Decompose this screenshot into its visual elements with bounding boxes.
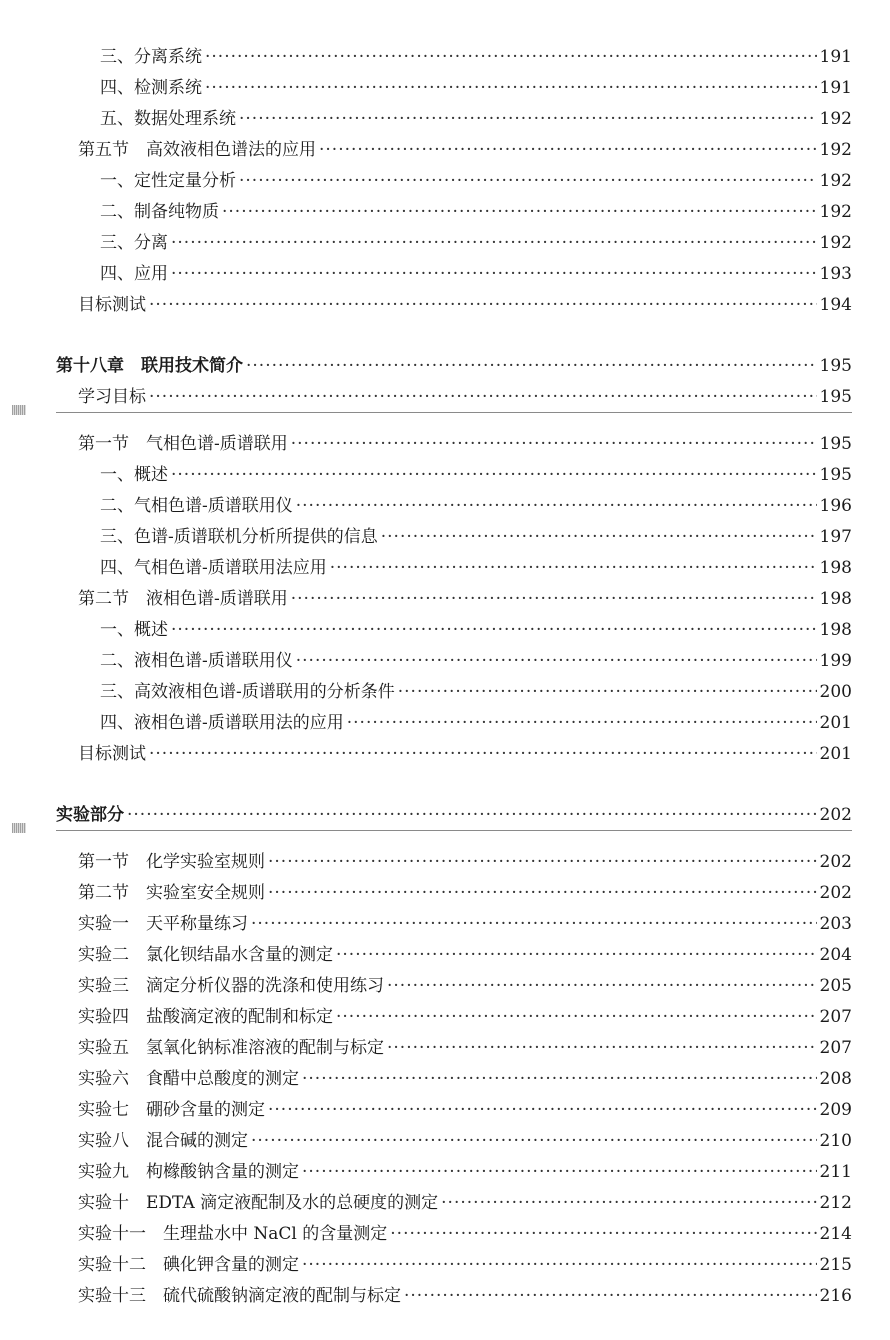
page-number: 207 — [819, 1038, 852, 1058]
toc-label: 学习目标 — [78, 387, 146, 407]
toc-entry[interactable] — [78, 1223, 852, 1245]
toc-entry[interactable] — [78, 386, 852, 408]
dot-leader — [398, 681, 817, 703]
toc-label: 一、概述 — [100, 465, 168, 485]
toc-entry[interactable] — [100, 712, 852, 734]
page-number: 192 — [819, 140, 852, 160]
scan-marker — [12, 823, 26, 833]
dot-leader — [404, 1285, 817, 1307]
toc-label: 第五节 高效液相色谱法的应用 — [78, 140, 316, 160]
page-number: 201 — [819, 713, 852, 733]
page-number: 192 — [819, 109, 852, 129]
toc-label: 五、数据处理系统 — [100, 109, 236, 129]
dot-leader — [268, 882, 817, 904]
toc-entry[interactable] — [78, 1006, 852, 1028]
toc-entry[interactable] — [78, 1161, 852, 1183]
toc-section[interactable] — [78, 139, 852, 161]
toc-section[interactable] — [78, 433, 852, 455]
dot-leader — [171, 263, 817, 285]
dot-leader — [127, 804, 817, 826]
dot-leader — [171, 619, 817, 641]
toc-label: 实验九 枸橼酸钠含量的测定 — [78, 1162, 299, 1182]
page-number: 192 — [819, 233, 852, 253]
toc-label: 三、高效液相色谱-质谱联用的分析条件 — [100, 682, 395, 702]
toc-entry[interactable] — [100, 619, 852, 641]
toc-entry[interactable] — [78, 1192, 852, 1214]
toc-entry[interactable] — [100, 46, 852, 68]
dot-leader — [302, 1254, 817, 1276]
page-number: 195 — [819, 387, 852, 407]
toc-entry[interactable] — [78, 1254, 852, 1276]
dot-leader — [205, 46, 817, 68]
toc-entry[interactable] — [78, 851, 852, 873]
scan-marker — [12, 405, 26, 415]
page-number: 196 — [819, 496, 852, 516]
dot-leader — [302, 1161, 817, 1183]
toc-label: 二、气相色谱-质谱联用仪 — [100, 496, 293, 516]
toc-label: 第十八章 联用技术简介 — [56, 356, 243, 376]
toc-entry[interactable] — [78, 944, 852, 966]
toc-entry[interactable] — [78, 913, 852, 935]
page-number: 192 — [819, 202, 852, 222]
dot-leader — [296, 650, 817, 672]
page-number: 212 — [819, 1193, 852, 1213]
dot-leader — [302, 1068, 817, 1090]
toc-label: 四、检测系统 — [100, 78, 202, 98]
toc-label: 实验十二 碘化钾含量的测定 — [78, 1255, 299, 1275]
dot-leader — [251, 913, 817, 935]
toc-label: 实验十一 生理盐水中 NaCl 的含量测定 — [78, 1224, 388, 1244]
toc-label: 二、液相色谱-质谱联用仪 — [100, 651, 293, 671]
toc-label: 三、分离系统 — [100, 47, 202, 67]
toc-chapter[interactable] — [56, 355, 852, 377]
dot-leader — [319, 139, 817, 161]
page-number: 191 — [819, 78, 852, 98]
toc-label: 实验三 滴定分析仪器的洗涤和使用练习 — [78, 976, 384, 996]
toc-entry[interactable] — [100, 232, 852, 254]
page-number: 211 — [819, 1162, 852, 1182]
dot-leader — [387, 1037, 817, 1059]
page-number: 194 — [819, 295, 852, 315]
page-number: 191 — [819, 47, 852, 67]
page-number: 208 — [819, 1069, 852, 1089]
page-number: 203 — [819, 914, 852, 934]
toc-label: 一、概述 — [100, 620, 168, 640]
toc-entry[interactable] — [100, 526, 852, 548]
toc-entry[interactable] — [100, 495, 852, 517]
toc-entry[interactable] — [78, 1285, 852, 1307]
page-number: 195 — [819, 356, 852, 376]
page-number: 202 — [819, 805, 852, 825]
toc-label: 实验十三 硫代硫酸钠滴定液的配制与标定 — [78, 1286, 401, 1306]
toc-label: 一、定性定量分析 — [100, 171, 236, 191]
page-number: 209 — [819, 1100, 852, 1120]
page-number: 215 — [819, 1255, 852, 1275]
dot-leader — [381, 526, 817, 548]
page-number: 210 — [819, 1131, 852, 1151]
toc-label: 实验七 硼砂含量的测定 — [78, 1100, 265, 1120]
page-number: 198 — [819, 589, 852, 609]
dot-leader — [251, 1130, 817, 1152]
toc-label: 实验部分 — [56, 805, 124, 825]
toc-label: 第二节 液相色谱-质谱联用 — [78, 589, 288, 609]
dot-leader — [330, 557, 817, 579]
toc-label: 第一节 化学实验室规则 — [78, 852, 265, 872]
dot-leader — [441, 1192, 816, 1214]
toc-label: 四、应用 — [100, 264, 168, 284]
toc-label: 三、色谱-质谱联机分析所提供的信息 — [100, 527, 378, 547]
page-number: 205 — [819, 976, 852, 996]
toc-label: 二、制备纯物质 — [100, 202, 219, 222]
toc-entry[interactable] — [100, 650, 852, 672]
page-number: 201 — [819, 744, 852, 764]
page-number: 198 — [819, 558, 852, 578]
toc-entry[interactable] — [78, 1068, 852, 1090]
toc-entry[interactable] — [100, 263, 852, 285]
dot-leader — [268, 851, 817, 873]
dot-leader — [239, 108, 817, 130]
toc-label: 三、分离 — [100, 233, 168, 253]
toc-entry[interactable] — [100, 681, 852, 703]
dot-leader — [296, 495, 817, 517]
toc-entry[interactable] — [100, 170, 852, 192]
toc-entry[interactable] — [78, 294, 852, 316]
toc-entry[interactable] — [78, 975, 852, 997]
page-number: 198 — [819, 620, 852, 640]
toc-label: 四、液相色谱-质谱联用法的应用 — [100, 713, 344, 733]
divider — [56, 412, 852, 413]
dot-leader — [171, 232, 817, 254]
dot-leader — [149, 743, 817, 765]
toc-label: 第二节 实验室安全规则 — [78, 883, 265, 903]
dot-leader — [268, 1099, 817, 1121]
toc-label: 实验六 食醋中总酸度的测定 — [78, 1069, 299, 1089]
toc-entry[interactable] — [78, 743, 852, 765]
dot-leader — [347, 712, 817, 734]
toc-label: 实验四 盐酸滴定液的配制和标定 — [78, 1007, 333, 1027]
dot-leader — [387, 975, 817, 997]
toc-label: 实验五 氢氧化钠标准溶液的配制与标定 — [78, 1038, 384, 1058]
toc-label: 实验八 混合碱的测定 — [78, 1131, 248, 1151]
toc-entry[interactable] — [78, 1130, 852, 1152]
toc-label: 实验十 EDTA 滴定液配制及水的总硬度的测定 — [78, 1193, 439, 1213]
dot-leader — [291, 433, 817, 455]
toc-label: 目标测试 — [78, 744, 146, 764]
toc-entry[interactable] — [100, 108, 852, 130]
toc-section[interactable] — [78, 588, 852, 610]
dot-leader — [390, 1223, 816, 1245]
dot-leader — [205, 77, 817, 99]
toc-label: 实验一 天平称量练习 — [78, 914, 248, 934]
dot-leader — [246, 355, 817, 377]
page-number: 202 — [819, 883, 852, 903]
page-number: 195 — [819, 434, 852, 454]
page-number: 197 — [819, 527, 852, 547]
toc-entry[interactable] — [100, 557, 852, 579]
toc-entry[interactable] — [100, 464, 852, 486]
page-number: 200 — [819, 682, 852, 702]
toc-entry[interactable] — [78, 1099, 852, 1121]
dot-leader — [149, 386, 817, 408]
dot-leader — [171, 464, 817, 486]
toc-label: 目标测试 — [78, 295, 146, 315]
page-number: 216 — [819, 1286, 852, 1306]
page-number: 207 — [819, 1007, 852, 1027]
page-number: 192 — [819, 171, 852, 191]
dot-leader — [149, 294, 817, 316]
toc-entry[interactable] — [78, 1037, 852, 1059]
toc-label: 实验二 氯化钡结晶水含量的测定 — [78, 945, 333, 965]
divider — [56, 830, 852, 831]
toc-entry[interactable] — [78, 882, 852, 904]
page-number: 199 — [819, 651, 852, 671]
page-number: 195 — [819, 465, 852, 485]
toc-entry[interactable] — [100, 77, 852, 99]
toc-label: 四、气相色谱-质谱联用法应用 — [100, 558, 327, 578]
toc-entry[interactable] — [100, 201, 852, 223]
dot-leader — [336, 944, 817, 966]
dot-leader — [222, 201, 817, 223]
dot-leader — [239, 170, 817, 192]
dot-leader — [336, 1006, 817, 1028]
page-number: 202 — [819, 852, 852, 872]
dot-leader — [291, 588, 817, 610]
page-number: 193 — [819, 264, 852, 284]
toc-chapter[interactable] — [56, 804, 852, 826]
page-number: 204 — [819, 945, 852, 965]
page-number: 214 — [819, 1224, 852, 1244]
toc-label: 第一节 气相色谱-质谱联用 — [78, 434, 288, 454]
